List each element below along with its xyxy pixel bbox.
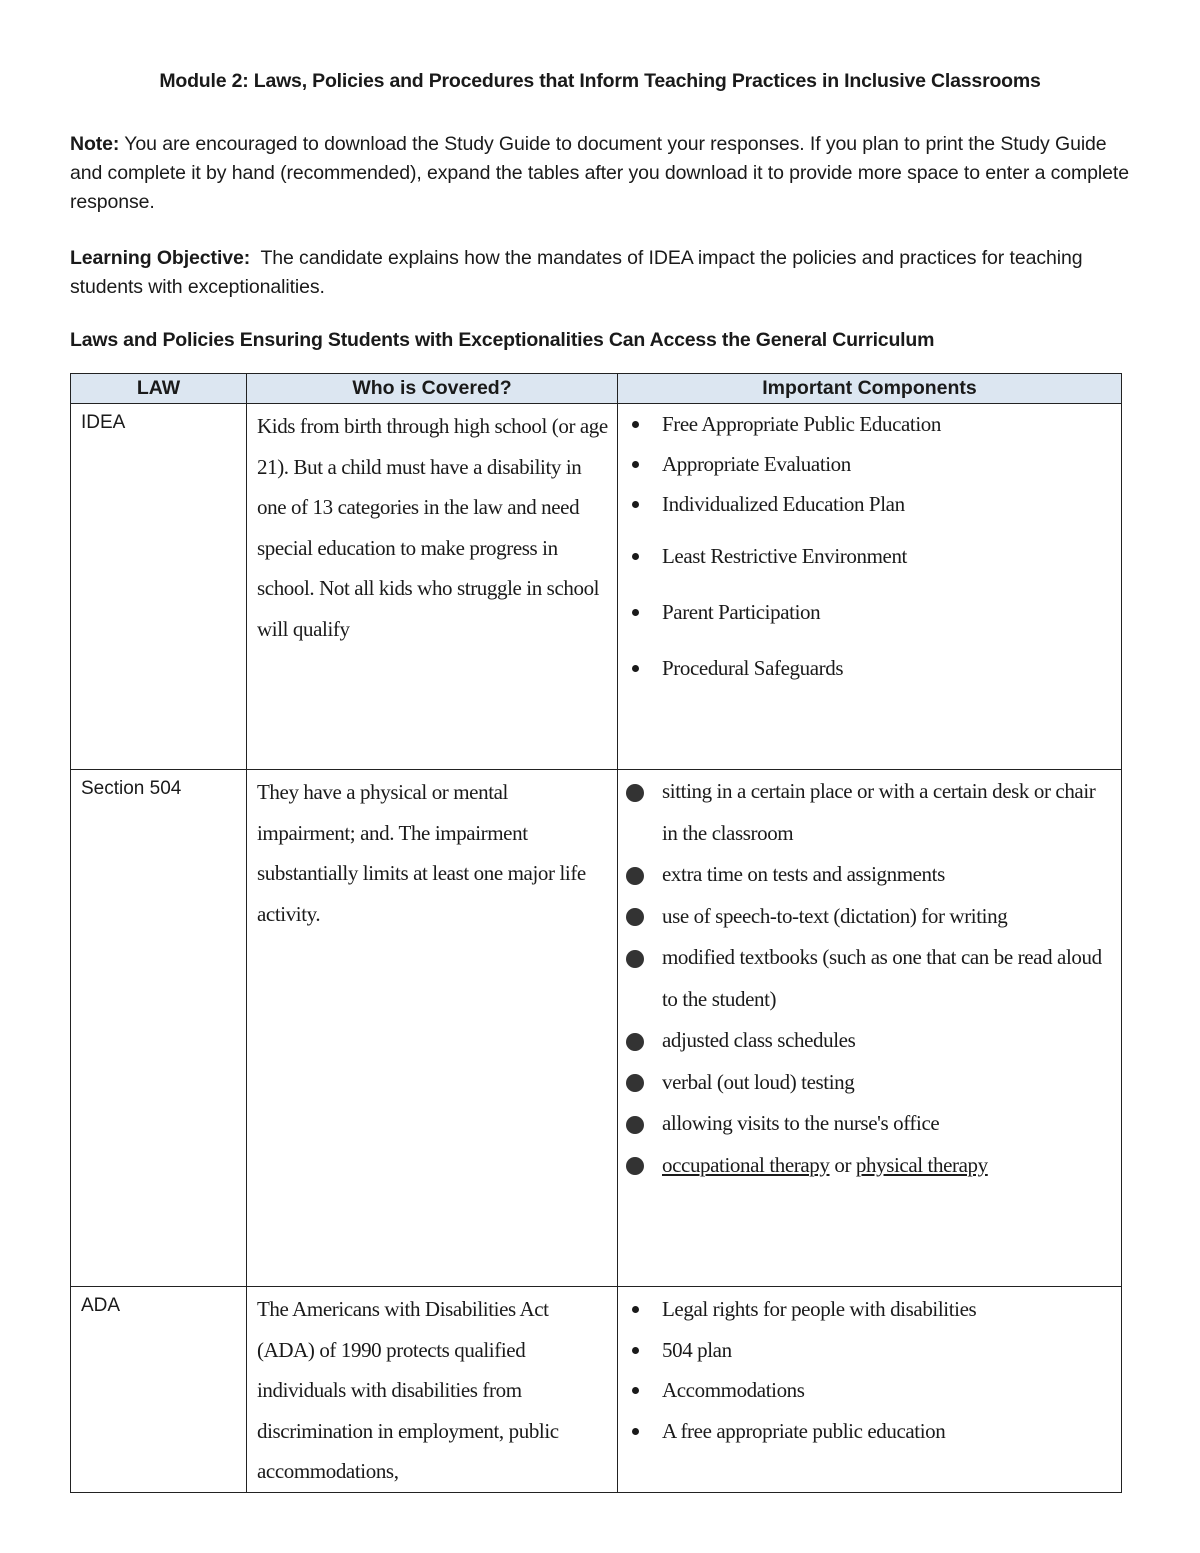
note-paragraph: [70, 130, 1130, 217]
bullet-icon: [632, 1387, 639, 1394]
bullet-icon: [626, 1157, 644, 1175]
bullet-icon: [632, 1306, 639, 1313]
bullet-icon: [632, 553, 639, 560]
bullet-icon: [626, 1074, 644, 1092]
section-heading: Laws and Policies Ensuring Students with Exceptionalities Can Access the General Curriculum: [70, 329, 935, 351]
law-cell: ADA: [71, 1287, 247, 1493]
list-item: allowing visits to the nurse's office: [662, 1103, 1115, 1145]
list-item: Individualized Education Plan: [662, 484, 1121, 524]
header-important-components: Important Components: [618, 374, 1122, 404]
laws-table: [70, 373, 1122, 1493]
bullet-icon: [626, 1116, 644, 1134]
bullet-icon: [632, 1428, 639, 1435]
components-list: [618, 770, 1121, 1186]
list-item: 504 plan: [662, 1330, 1121, 1371]
bullet-icon: [632, 421, 639, 428]
covered-cell: Kids from birth through high school (or age 21). But a child must have a disability in one of 13 categories in the law and need special education to make progress in school. Not all kids who struggle in school will qualify: [247, 404, 618, 770]
bullet-icon: [632, 461, 639, 468]
bullet-icon: [626, 867, 644, 885]
table-row-ada: [71, 1287, 1122, 1493]
list-item: sitting in a certain place or with a certain desk or chair in the classroom: [662, 771, 1115, 854]
law-cell: Section 504: [71, 770, 247, 1287]
list-item: use of speech-to-text (dictation) for writing: [662, 896, 1115, 938]
physical-therapy-link[interactable]: physical therapy: [855, 1152, 988, 1177]
list-item: Least Restrictive Environment: [662, 528, 1121, 584]
table-row-idea: [71, 404, 1122, 770]
list-item: Parent Participation: [662, 584, 1121, 640]
components-cell: [618, 1287, 1122, 1493]
note-label: Note:: [70, 133, 120, 155]
list-item: Free Appropriate Public Education: [662, 404, 1121, 444]
page-title: Module 2: Laws, Policies and Procedures that Inform Teaching Practices in Inclusive Classrooms: [159, 70, 1041, 92]
list-item: Procedural Safeguards: [662, 640, 1121, 696]
list-item: occupational therapy or physical therapy: [662, 1145, 1115, 1187]
header-who-is-covered: Who is Covered?: [247, 374, 618, 404]
objective-text: The candidate explains how the mandates of IDEA impact the policies and practices for teaching students with exceptionalities.: [70, 247, 1088, 298]
law-cell: IDEA: [71, 404, 247, 770]
list-item: Appropriate Evaluation: [662, 444, 1121, 484]
bullet-icon: [626, 784, 644, 802]
note-text: You are encouraged to download the Study Guide to document your responses. If you plan to print the Study Guide and complete it by hand (recommended), expand the tables after you download it to provide more space to enter a complete response.: [70, 133, 1129, 213]
components-cell: [618, 770, 1122, 1287]
bullet-icon: [632, 501, 639, 508]
bullet-icon: [632, 609, 639, 616]
objective-label: Learning Objective:: [70, 247, 251, 269]
components-list: [618, 404, 1121, 696]
covered-cell: The Americans with Disabilities Act (ADA) of 1990 protects qualified individuals with disabilities from discrimination in employment, public accommodations,: [247, 1287, 618, 1493]
components-list: [618, 1287, 1121, 1451]
learning-objective-paragraph: [70, 244, 1130, 302]
bullet-icon: [626, 950, 644, 968]
bullet-icon: [626, 1033, 644, 1051]
covered-cell: They have a physical or mental impairment; and. The impairment substantially limits at least one major life activity.: [247, 770, 618, 1287]
list-item: verbal (out loud) testing: [662, 1062, 1115, 1104]
table-header-row: [71, 374, 1122, 404]
list-item: modified textbooks (such as one that can be read aloud to the student): [662, 937, 1115, 1020]
header-law: LAW: [71, 374, 247, 404]
bullet-icon: [632, 665, 639, 672]
list-item: Accommodations: [662, 1370, 1121, 1411]
list-item: adjusted class schedules: [662, 1020, 1115, 1062]
table-row-section-504: [71, 770, 1122, 1287]
bullet-icon: [632, 1347, 639, 1354]
list-item: Legal rights for people with disabilities: [662, 1289, 1121, 1330]
occupational-therapy-link[interactable]: occupational therapy: [662, 1152, 830, 1177]
bullet-icon: [626, 908, 644, 926]
components-cell: [618, 404, 1122, 770]
list-item: extra time on tests and assignments: [662, 854, 1115, 896]
list-item: A free appropriate public education: [662, 1411, 1121, 1452]
